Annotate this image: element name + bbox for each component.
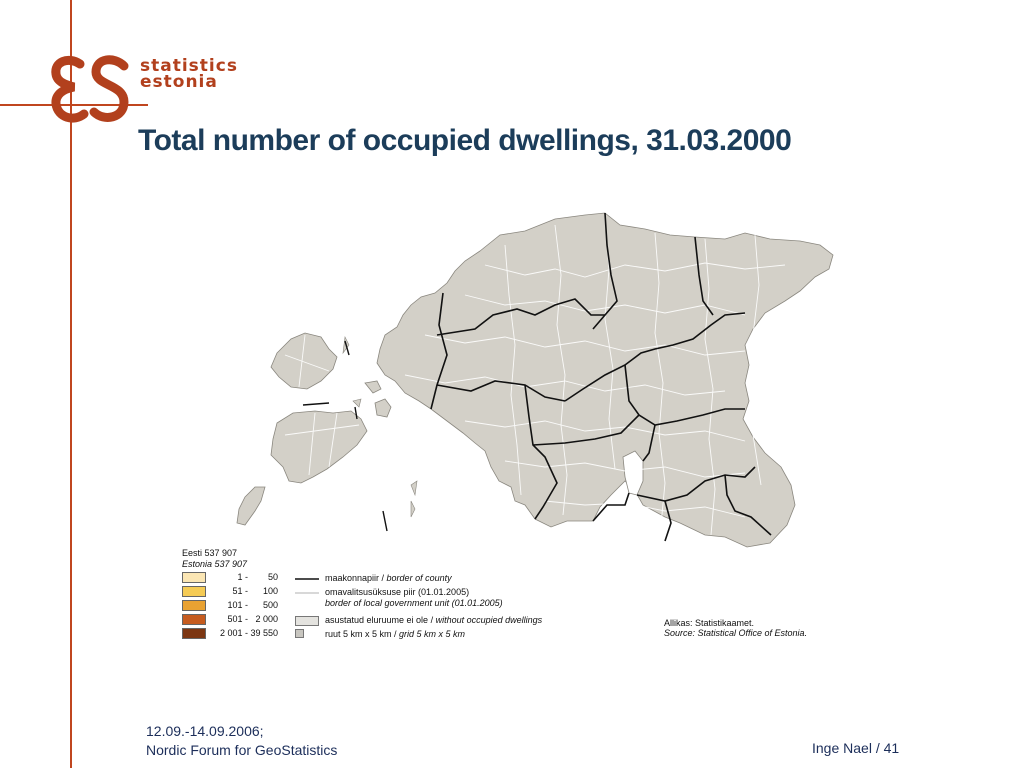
sorve	[237, 487, 265, 525]
range-class-4: 501 - 2 000	[227, 614, 278, 624]
grid-en: grid 5 km x 5 km	[399, 629, 466, 639]
source-note	[664, 618, 807, 638]
footer-date: 12.09.-14.09.2006;	[146, 723, 264, 739]
grid-et: ruut 5 km x 5 km /	[325, 629, 400, 639]
range-class-5: 2 001 - 39 550	[219, 628, 278, 638]
brand-line-2: estonia	[140, 72, 218, 92]
no-dwellings-en: without occupied dwellings	[435, 615, 543, 625]
legend-no-dwellings	[295, 615, 542, 626]
brand-line-1: statistics	[140, 56, 238, 76]
brand-wordmark	[140, 58, 238, 90]
source-en: Source: Statistical Office of Estonia.	[664, 628, 808, 638]
local-border-symbol	[295, 590, 319, 596]
swatch-class-1	[182, 572, 206, 583]
legend-county-border	[295, 573, 452, 583]
statistics-estonia-logo	[50, 52, 132, 126]
swatch-class-2	[182, 586, 206, 597]
range-class-2: 51 - 100	[232, 586, 278, 596]
legend-grid	[295, 629, 465, 640]
no-dwellings-et: asustatud eluruume ei ole /	[325, 615, 436, 625]
saaremaa	[271, 411, 367, 483]
range-class-1: 1 - 50	[237, 572, 278, 582]
legend-local-border-en-row	[325, 598, 503, 608]
grid-symbol-wrap	[295, 629, 319, 640]
county-border-et: maakonnapiir /	[325, 573, 387, 583]
local-border-en: border of local government unit (01.01.2005)	[325, 598, 503, 608]
swatch-class-4	[182, 614, 206, 625]
land-areas	[237, 213, 833, 547]
estonia-dwellings-map	[225, 205, 845, 555]
footer-event	[146, 722, 337, 760]
footer-event-name: Nordic Forum for GeoStatistics	[146, 742, 338, 758]
mainland	[377, 213, 833, 547]
local-border-et: omavalitsusüksuse piir (01.01.2005)	[325, 587, 470, 597]
county-border-en: border of county	[386, 573, 452, 583]
county-border-symbol	[295, 576, 319, 582]
range-class-3: 101 - 500	[227, 600, 278, 610]
grid-symbol	[295, 629, 304, 638]
legend-local-border	[295, 587, 469, 597]
swatch-class-5	[182, 628, 206, 639]
footer-author-page: Inge Nael / 41	[812, 740, 900, 756]
vormsi	[365, 381, 381, 393]
muhu	[375, 399, 391, 417]
swatch-class-3	[182, 600, 206, 611]
legend-total-en: Estonia 537 907	[182, 559, 248, 569]
no-dwellings-swatch	[295, 616, 319, 626]
source-et: Allikas: Statistikaamet.	[664, 618, 755, 628]
legend-total-et: Eesti 537 907	[182, 548, 238, 558]
lake-vortsjarv	[623, 451, 643, 495]
slide-title: Total number of occupied dwellings, 31.03.2000	[138, 124, 792, 157]
